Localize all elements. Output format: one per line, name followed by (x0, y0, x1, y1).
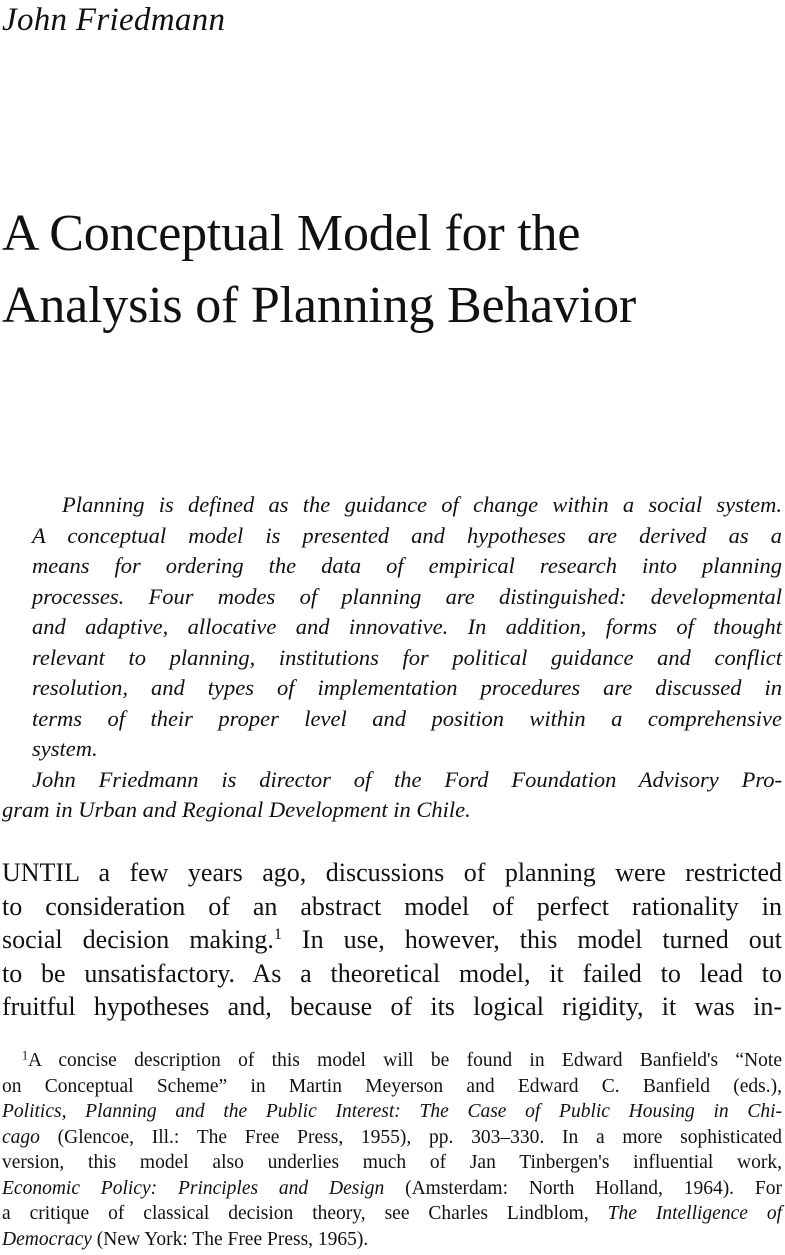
body-line: fruitful hypotheses and, because of its logical rigidity, it was in- (2, 992, 782, 1021)
footnote-line: Politics, Planning and the Public Interest: The Case of Public Housing in Chi- (2, 1101, 782, 1122)
footnote-text: a critique of classical decision theory, see Charles Lindblom, (2, 1203, 608, 1224)
footnote-text: Economic Policy: Principles and Design (2, 1177, 385, 1199)
abstract-line: relevant to planning, institutions for political guidance and conflict (32, 644, 782, 670)
footnote-text: (New York: The Free Press, 1965). (91, 1228, 369, 1250)
abstract-line: system. (32, 736, 98, 761)
footnote (2, 1048, 782, 1252)
author-name: John Friedmann (2, 2, 226, 38)
footnote-text: A concise description of this model will be found in Edward Banfield's “Note (28, 1050, 782, 1071)
body-line: to consideration of an abstract model of perfect rationality in (2, 891, 782, 921)
abstract-line: means for ordering the data of empirical research into planning (32, 553, 782, 578)
abstract-line: resolution, and types of implementation procedures are discussed in (32, 675, 782, 700)
footnote-text: (Glencoe, Ill.: The Free Press, 1955), pp. 303–330. In a more sophisticated (39, 1126, 782, 1148)
abstract-line: processes. Four modes of planning are distinguished: developmental (32, 583, 782, 609)
footnote-line: version, this model also underlies much of Jan Tinbergen's influential work, (2, 1152, 782, 1173)
footnote-line: on Conceptual Scheme” in Martin Meyerson and Edward C. Banfield (eds.), (2, 1075, 782, 1097)
body-line: to be unsatisfactory. As a theoretical model, it failed to lead to (2, 958, 782, 988)
abstract-line: terms of their proper level and position within a comprehensive (32, 705, 782, 731)
body-line-with-footnote (2, 923, 782, 957)
footnote-line (2, 1048, 782, 1074)
footnote-line (2, 1227, 782, 1253)
title-line: Analysis of Planning Behavior (2, 277, 637, 334)
footnote-line (2, 1201, 782, 1227)
author-bio (2, 765, 782, 826)
bio-line: gram in Urban and Regional Development in Chile. (2, 797, 471, 822)
body-text (2, 856, 782, 1024)
abstract-line: A conceptual model is presented and hypotheses are derived as a (32, 522, 782, 548)
footnote-text: cago (2, 1126, 40, 1148)
footnote-text: The Intelligence of (607, 1203, 783, 1224)
body-line-part: social decision making. (2, 925, 274, 954)
footnote-text: (Amsterdam: North Holland, 1964). For (384, 1177, 782, 1199)
title-line: A Conceptual Model for the (2, 205, 581, 262)
footnote-reference[interactable]: 1 (273, 926, 282, 944)
bio-line: John Friedmann is director of the Ford Foundation Advisory Pro- (32, 766, 782, 792)
article-title (2, 198, 782, 342)
footnote-marker: 1 (22, 1048, 29, 1063)
body-line: UNTIL a few years ago, discussions of planning were restricted (2, 858, 782, 887)
abstract-line: Planning is defined as the guidance of change within a social system. (62, 492, 782, 517)
abstract (2, 490, 782, 826)
footnote-line (2, 1125, 782, 1151)
abstract-line: and adaptive, allocative and innovative. In addition, forms of thought (32, 614, 782, 639)
abstract-summary (2, 490, 782, 765)
footnote-text: Democracy (2, 1228, 92, 1250)
body-line-part: In use, however, this model turned out (281, 925, 783, 954)
footnote-line (2, 1176, 782, 1202)
